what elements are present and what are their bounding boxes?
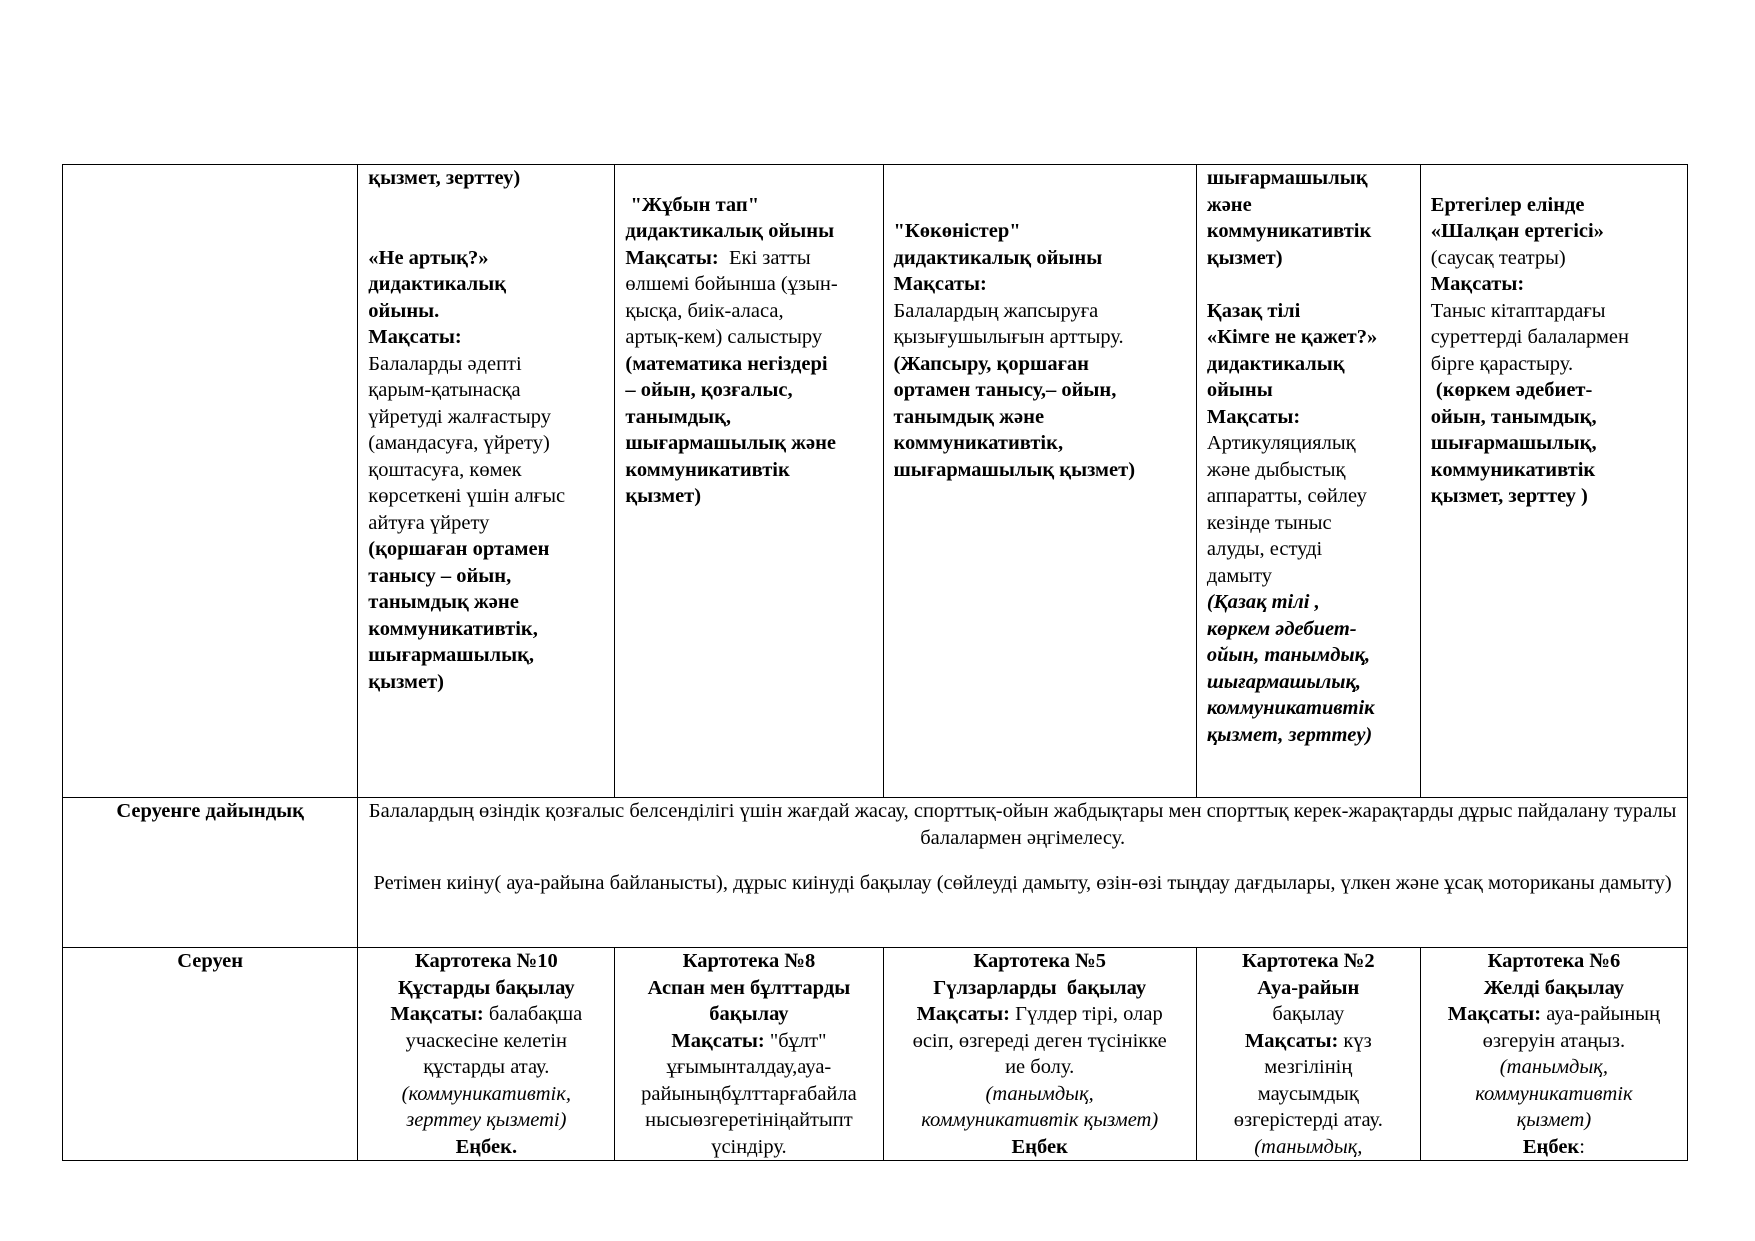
table-row: [63, 165, 1688, 798]
work-label: Еңбек: [1522, 1135, 1580, 1158]
game-type: дидактикалық ойыны: [893, 246, 1103, 269]
goal-line: ұғымынталдау,ауа-: [666, 1056, 832, 1078]
goal-line: қоштасуға, көмек: [368, 458, 522, 481]
goal-line: Мақсаты: ауа-райының: [1447, 1003, 1661, 1025]
activity-line: (танымдық,: [1499, 1056, 1609, 1078]
game-type: дидактикалық ойыны: [625, 220, 835, 242]
activity-line: ортамен танысу,– ойын,: [893, 379, 1117, 401]
walk-title: Желді бақылау: [1483, 976, 1625, 999]
activity-line: (танымдық,: [985, 1082, 1094, 1105]
goal-line: артық-кем) салыстыру: [625, 326, 823, 348]
goal-line: Балаларды әдепті: [368, 352, 522, 375]
activity-line: қызмет, зерттеу ): [1430, 485, 1588, 507]
activity-line: коммуникативтік: [1206, 697, 1375, 719]
goal-line: Балалардың жапсыруға: [893, 299, 1099, 322]
activity-line: шығармашылық,: [1430, 432, 1597, 454]
goal-label: Мақсаты:: [368, 326, 462, 348]
goal-line: Мақсаты: "бұлт": [671, 1029, 827, 1052]
goal-line: алуды, естуді: [1206, 538, 1323, 560]
goal-line: қарым-қатынасқа: [368, 379, 521, 401]
activity-line: шығармашылық,: [368, 644, 535, 666]
continued-text: коммуникативтік: [1206, 220, 1372, 242]
goal-label: Мақсаты:: [625, 246, 719, 269]
work-label: Еңбек.: [455, 1135, 518, 1158]
activity-cell: [615, 165, 883, 798]
goal-line: қызығушылығын арттыру.: [893, 326, 1124, 348]
activity-cell: [1196, 165, 1420, 798]
card-number: Картотека №10: [414, 950, 558, 972]
goal-line: аппаратты, сөйлеу: [1206, 485, 1367, 507]
goal-line: мезгілінің: [1264, 1056, 1353, 1078]
card-number: Картотека №2: [1241, 950, 1375, 972]
game-type: дидактикалық: [368, 273, 507, 295]
goal-label: Мақсаты:: [1430, 273, 1525, 295]
goal-line: қысқа, биік-аласа,: [625, 299, 784, 322]
goal-line: өзгерістерді атау.: [1233, 1109, 1383, 1131]
goal-line: маусымдық: [1257, 1082, 1359, 1105]
activity-line: (Жапсыру, қоршаған: [893, 352, 1089, 375]
walk-cell: [1420, 948, 1687, 1161]
continued-text: және: [1206, 193, 1252, 216]
goal-line: учаскесіне келетін: [405, 1029, 567, 1052]
activity-line: танымдық,: [625, 405, 732, 428]
goal-label: Мақсаты:: [1447, 1003, 1542, 1025]
activity-line: қызмет): [625, 485, 702, 507]
activity-line: зерттеу қызметі): [406, 1109, 567, 1131]
walk-cell: [358, 948, 615, 1161]
walk-title: Ауа-райын: [1257, 976, 1360, 999]
walk-title: бақылау: [709, 1003, 789, 1025]
activity-line: танымдық және: [893, 405, 1045, 428]
card-number: Картотека №8: [682, 950, 816, 972]
game-title: "Жұбын тап": [630, 193, 760, 216]
walk-cell: [615, 948, 883, 1161]
goal-line: бірге қарастыру.: [1430, 352, 1574, 375]
goal-label: Мақсаты:: [893, 273, 987, 295]
goal-line: кезінде тыныс: [1206, 511, 1332, 534]
goal-label: Мақсаты:: [1206, 405, 1301, 428]
goal-label: Мақсаты:: [671, 1029, 765, 1052]
walk-subtitle: бақылау: [1272, 1003, 1345, 1025]
activity-line: қызмет): [1516, 1109, 1592, 1131]
activity-line: шығармашылық,: [1206, 670, 1362, 693]
activity-line: қызмет): [368, 670, 444, 693]
activity-subtitle: (саусақ театры): [1430, 246, 1566, 269]
goal-line: үсіндіру.: [711, 1135, 787, 1158]
activity-line: (танымдық,: [1254, 1135, 1363, 1158]
work-label: Еңбек: [1011, 1135, 1068, 1158]
goal-line: өсіп, өзгереді деген түсінікке: [912, 1029, 1167, 1052]
goal-line: Мақсаты: күз: [1244, 1029, 1372, 1052]
goal-line: айтуға үйрету: [368, 511, 490, 534]
goal-line: үйретуді жалғастыру: [368, 405, 551, 428]
continued-text: шығармашылық: [1206, 167, 1368, 189]
game-title: «Не артық?»: [368, 246, 489, 269]
game-type: дидактикалық: [1206, 352, 1345, 375]
walk-title: Құстарды бақылау: [397, 976, 575, 999]
daily-plan-table: [62, 164, 1688, 1161]
goal-line: Мақсаты: Гүлдер тірі, олар: [916, 1003, 1163, 1025]
continued-text: қызмет): [1206, 246, 1283, 269]
work-line: Еңбек:: [1522, 1135, 1585, 1158]
goal-line: өлшемі бойынша (ұзын-: [625, 273, 838, 295]
activity-line: шығармашылық және: [625, 432, 837, 454]
activity-line: (көркем әдебиет-: [1430, 379, 1593, 401]
walk-cell: [883, 948, 1196, 1161]
goal-label: Мақсаты:: [916, 1003, 1010, 1025]
goal-line: суреттерді балалармен: [1430, 326, 1630, 348]
game-type: ойыны.: [368, 299, 440, 322]
game-title: "Көкөністер": [893, 220, 1021, 242]
row-label-cell-empty: [63, 165, 358, 798]
walk-title: Аспан мен бұлттарды: [647, 976, 851, 999]
walk-preparation-cell: [358, 798, 1688, 948]
activity-line: (қоршаған ортамен: [368, 538, 550, 560]
activity-line: коммуникативтік: [1430, 458, 1596, 481]
table-row: [63, 948, 1688, 1161]
walk-cell: [1196, 948, 1420, 1161]
activity-line: (Қазақ тілі ,: [1206, 591, 1320, 613]
goal-line: өзгеруін атаңыз.: [1482, 1029, 1626, 1052]
activity-line: коммуникативтік,: [893, 432, 1064, 454]
activity-line: көркем әдебиет-: [1206, 617, 1357, 640]
activity-title: «Шалқан ертегісі»: [1430, 220, 1604, 242]
activity-line: ойын, танымдық,: [1430, 405, 1597, 428]
goal-line: райыныңбұлттарғабайла: [641, 1082, 857, 1105]
goal-line: (амандасуға, үйрету): [368, 432, 550, 454]
activity-title: Ертегілер елінде: [1430, 193, 1585, 216]
goal-label: Мақсаты:: [390, 1003, 484, 1025]
goal-line: нысыөзгеретініңайтыпт: [645, 1109, 853, 1131]
table-row: [63, 798, 1688, 948]
activity-cell: [358, 165, 615, 798]
goal-line: Мақсаты: балабақша: [390, 1003, 583, 1025]
goal-line: Артикуляциялық: [1206, 432, 1356, 454]
goal-line: Таныс кітаптардағы: [1430, 299, 1606, 322]
paragraph: Ретімен киіну( ауа-райына байланысты), дұрыс киінуді бақылау (сөйлеуді дамыту, өзін-өзі тыңдау дағдылары, үлкен және ұсақ моториканы дамыту): [373, 872, 1672, 894]
goal-line: Мақсаты: Екі затты: [625, 246, 811, 269]
activity-cell: [1420, 165, 1687, 798]
goal-line: құстарды атау.: [423, 1056, 550, 1078]
goal-label: Мақсаты:: [1244, 1029, 1339, 1052]
goal-line: дамыту: [1206, 564, 1273, 587]
walk-title: Гүлзарларды бақылау: [933, 976, 1147, 999]
card-number: Картотека №5: [973, 950, 1106, 972]
row-label: Серуен: [63, 948, 358, 1161]
activity-line: коммуникативтік: [625, 458, 790, 481]
activity-line: танысу – ойын,: [368, 564, 512, 587]
continued-text: қызмет, зерттеу): [368, 167, 521, 189]
activity-line: коммуникативтік: [1475, 1082, 1633, 1105]
game-title: «Кімге не қажет?»: [1206, 326, 1378, 348]
activity-line: (коммуникативтік,: [401, 1082, 571, 1105]
activity-line: коммуникативтік,: [368, 617, 538, 640]
goal-line: ие болу.: [1005, 1056, 1075, 1078]
paragraph: Балалардың өзіндік қозғалыс белсенділігі үшін жағдай жасау, спорттық-ойын жабдықтары мен спорттық керек-жарақтарды дұрыс пайдалану туралы балалармен әңгімелесу.: [368, 800, 1677, 849]
goal-line: және дыбыстық: [1206, 458, 1346, 481]
activity-line: коммуникативтік қызмет): [921, 1109, 1159, 1131]
goal-line: көрсеткені үшін алғыс: [368, 485, 566, 507]
activity-line: ойын, танымдық,: [1206, 644, 1371, 666]
game-type: ойыны: [1206, 379, 1273, 401]
activity-line: (математика негіздері: [625, 352, 828, 375]
subject-title: Қазақ тілі: [1206, 299, 1301, 322]
activity-line: – ойын, қозғалыс,: [625, 379, 793, 401]
activity-line: шығармашылық қызмет): [893, 458, 1136, 481]
card-number: Картотека №6: [1487, 950, 1621, 972]
row-label: Серуенге дайындық: [63, 798, 358, 948]
activity-line: қызмет, зерттеу): [1206, 723, 1373, 746]
activity-cell: [883, 165, 1196, 798]
activity-line: танымдық және: [368, 591, 519, 613]
